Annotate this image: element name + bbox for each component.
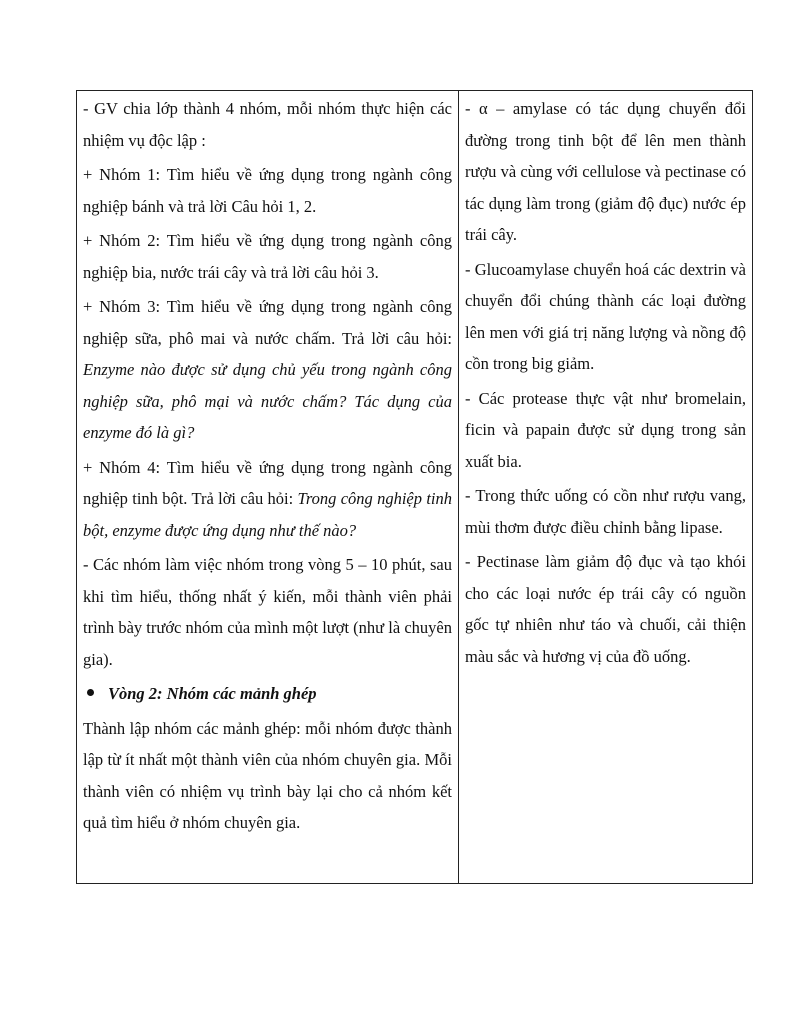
bullet-icon [87, 689, 94, 696]
right-paragraph-protease: - Các protease thực vật như bromelain, ficin và papain được sử dụng trong sản xuất bia. [465, 388, 746, 471]
right-paragraph-lipase: - Trong thức uống có cồn như rượu vang, mùi thơm được điều chỉnh bằng lipase. [465, 486, 746, 537]
content-table [76, 90, 753, 884]
right-paragraph-glucoamylase: - Glucoamylase chuyển hoá các dextrin và chuyển đổi chúng thành các loại đường lên men với giá trị năng lượng và nồng độ cồn trong big giảm. [465, 259, 746, 373]
table-row [77, 91, 753, 884]
group-4-question: Trong công nghiệp tinh bột, enzyme được ứng dụng như thế nào? [83, 489, 452, 540]
left-paragraph-1: - GV chia lớp thành 4 nhóm, mỗi nhóm thực hiện các nhiệm vụ độc lập : [83, 99, 452, 150]
round-2-heading [83, 678, 452, 710]
left-paragraph-group-3 [83, 291, 452, 449]
left-paragraph-work: - Các nhóm làm việc nhóm trong vòng 5 – 10 phút, sau khi tìm hiểu, thống nhất ý kiến, mỗi thành viên phải trình bày trước nhóm của mình một lượt (như là chuyên gia). [83, 555, 452, 669]
group-4-text: + Nhóm 4: Tìm hiểu về ứng dụng trong ngành công nghiệp tinh bột. Trả lời câu hỏi: [83, 457, 452, 508]
round-2-heading-text: Vòng 2: Nhóm các mảnh ghép [108, 684, 317, 703]
group-3-question: Enzyme nào được sử dụng chủ yếu trong ngành công nghiệp sữa, phô mại và nước chấm? Tác dụng của enzyme đó là gì? [83, 360, 452, 442]
results-cell [459, 91, 753, 884]
left-paragraph-group-2: + Nhóm 2: Tìm hiểu về ứng dụng trong ngành công nghiệp bia, nước trái cây và trả lời câu hỏi 3. [83, 231, 452, 282]
activities-cell [77, 91, 459, 884]
left-paragraph-jigsaw: Thành lập nhóm các mảnh ghép: mỗi nhóm được thành lập từ ít nhất một thành viên của nhóm chuyên gia. Mỗi thành viên có nhiệm vụ trình bày lại cho cả nhóm kết quả tìm hiểu ở nhóm chuyên gia. [83, 718, 452, 832]
right-paragraph-amylase: - α – amylase có tác dụng chuyển đổi đường trong tinh bột để lên men thành rượu và cùng với cellulose và pectinase có tác dụng làm trong (giảm độ đục) nước ép trái cây. [465, 99, 746, 244]
left-paragraph-group-4 [83, 452, 452, 547]
group-3-text: + Nhóm 3: Tìm hiểu về ứng dụng trong ngành công nghiệp sữa, phô mai và nước chấm. Trả lời câu hỏi: [83, 297, 452, 348]
right-paragraph-pectinase: - Pectinase làm giảm độ đục và tạo khói cho các loại nước ép trái cây có nguồn gốc tự nhiên như táo và chuối, cải thiện màu sắc và hương vị của đồ uống. [465, 552, 746, 666]
left-paragraph-group-1: + Nhóm 1: Tìm hiểu về ứng dụng trong ngành công nghiệp bánh và trả lời Câu hỏi 1, 2. [83, 165, 452, 216]
